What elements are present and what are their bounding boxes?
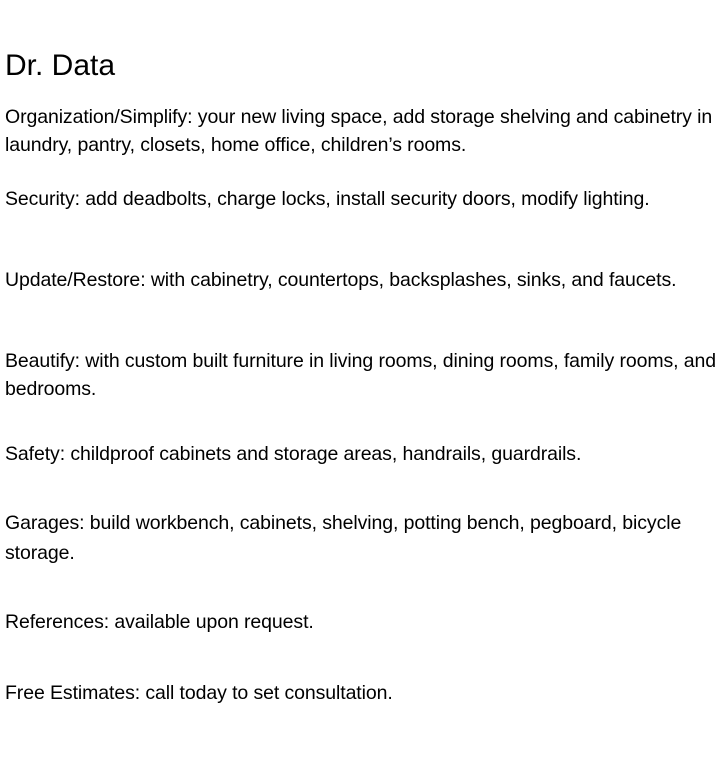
service-item-security	[5, 186, 717, 214]
service-description: : add deadbolts, charge locks, install security doors, modify lighting.	[74, 188, 650, 210]
service-item-update-restore	[5, 267, 717, 295]
service-term: Organization/Simplify	[5, 106, 188, 128]
service-item-safety	[5, 441, 717, 469]
service-term: References	[5, 611, 104, 633]
page-title: Dr. Data	[5, 49, 116, 82]
service-term: Garages	[5, 512, 80, 534]
service-item-beautify	[5, 348, 717, 403]
service-term: Beautify	[5, 350, 75, 372]
service-term: Free Estimates	[5, 682, 135, 704]
service-term: Safety	[5, 443, 60, 465]
service-description: : your new living space, add storage shelving and cabinetry in laundry, pantry, closets, home office, children’s rooms.	[5, 106, 713, 156]
service-term: Update/Restore	[5, 269, 141, 291]
service-description: : with cabinetry, countertops, backsplashes, sinks, and faucets.	[140, 269, 677, 291]
service-description: : available upon request.	[103, 611, 314, 633]
service-description: : build workbench, cabinets, shelving, potting bench, pegboard, bicycle storage.	[5, 512, 682, 564]
service-item-free-estimates	[5, 680, 717, 708]
service-item-organization	[5, 104, 717, 159]
service-description: : childproof cabinets and storage areas, handrails, guardrails.	[59, 443, 582, 465]
service-term: Security	[5, 188, 75, 210]
service-item-garages	[5, 508, 717, 568]
service-description: : with custom built furniture in living rooms, dining rooms, family rooms, and bedrooms.	[5, 350, 717, 400]
service-item-references	[5, 609, 717, 637]
service-description: : call today to set consultation.	[134, 682, 393, 704]
